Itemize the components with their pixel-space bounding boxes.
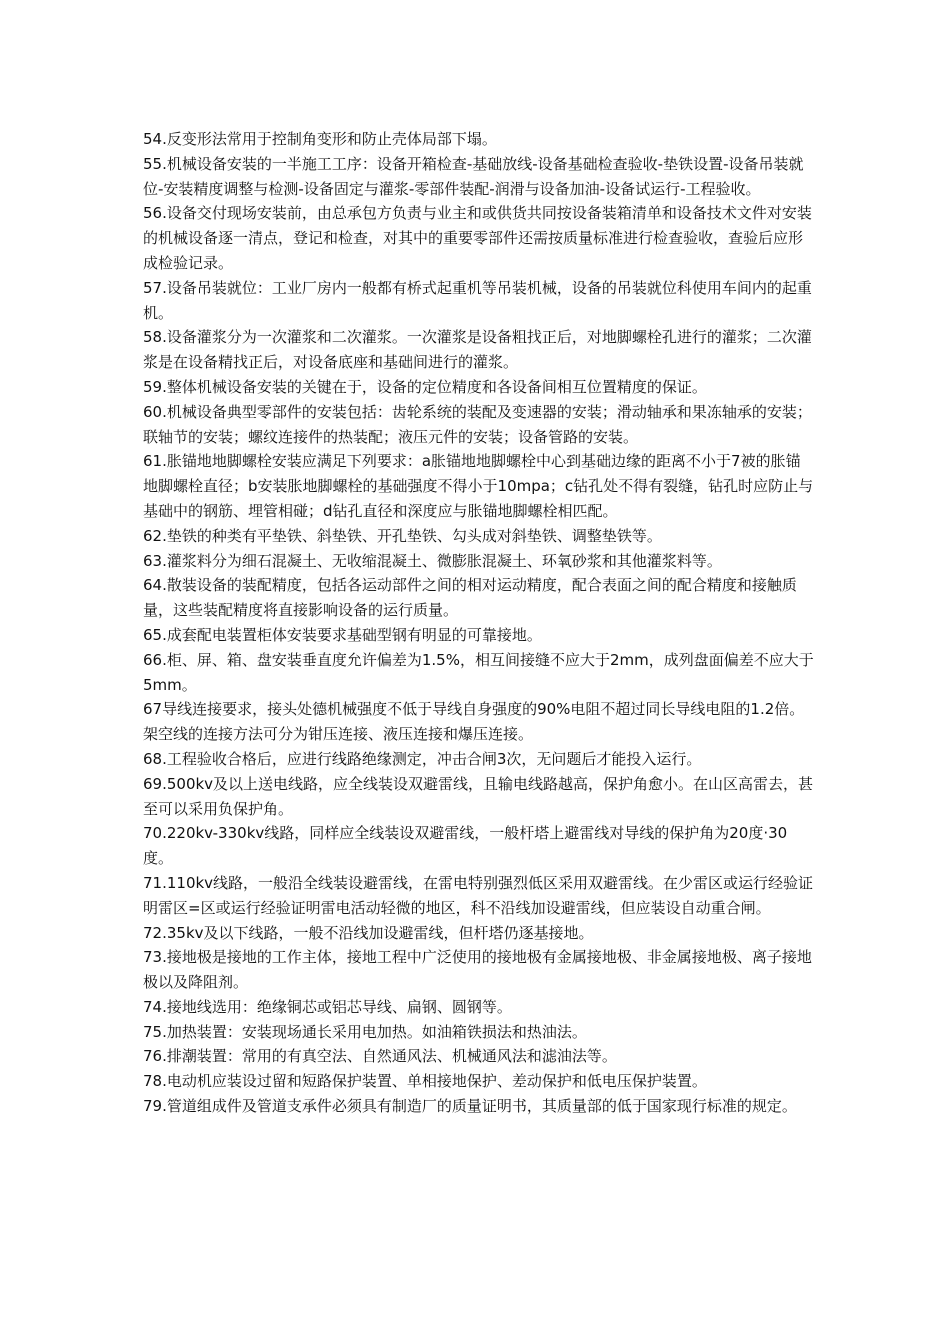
paragraph-70: 70.220kv-330kv线路，同样应全线装设双避雷线，一般杆塔上避雷线对导线的保护角为20度·30度。 [143,824,788,868]
paragraph-76: 76.排潮装置：常用的有真空法、自然通风法、机械通风法和滤油法等。 [143,1047,617,1066]
paragraph-54: 54.反变形法常用于控制角变形和防止壳体局部下塌。 [143,130,497,148]
paragraph-66: 66.柜、屏、箱、盘安装垂直度允许偏差为1.5%，相互间接缝不应大于2mm，成列盘面偏差不应大于5mm。 [143,650,814,694]
document-body [143,127,815,1119]
paragraph-55: 55.机械设备安装的一半施工工序：设备开箱检查-基础放线-设备基础检查验收-垫铁设置-设备吊装就位-安装精度调整与检测-设备固定与灌浆-零部件装配-润滑与设备加油-设备试运行-工程验收。 [143,154,804,198]
paragraph-72: 72.35kv及以下线路，一般不沿线加设避雷线，但杆塔仍逐基接地。 [143,923,594,942]
paragraph-63: 63.灌浆料分为细石混凝土、无收缩混凝土、微膨胀混凝土、环氧砂浆和其他灌浆料等。 [143,551,722,570]
paragraph-62: 62.垫铁的种类有平垫铁、斜垫铁、开孔垫铁、勾头成对斜垫铁、调整垫铁等。 [143,526,662,545]
paragraph-78: 78.电动机应装设过留和短路保护装置、单相接地保护、差动保护和低电压保护装置。 [143,1072,707,1091]
paragraph-65: 65.成套配电装置柜体安装要求基础型钢有明显的可靠接地。 [143,625,542,644]
paragraph-60: 60.机械设备典型零部件的安装包括：齿轮系统的装配及变速器的安装；滑动轴承和果冻轴承的安装；联轴节的安装；螺纹连接件的热装配；液压元件的安装；设备管路的安装。 [143,402,812,446]
paragraph-79: 79.管道组成件及管道支承件必须具有制造厂的质量证明书，其质量部的低于国家现行标准的规定。 [143,1097,797,1116]
paragraph-69: 69.500kv及以上送电线路，应全线装设双避雷线，且输电线路越高，保护角愈小。在山区高雷去，甚至可以采用负保护角。 [143,774,814,818]
paragraph-74: 74.接地线选用：绝缘铜芯或铝芯导线、扁钢、圆钢等。 [143,997,512,1016]
paragraph-56: 56.设备交付现场安装前，由总承包方负责与业主和或供货共同按设备装箱清单和设备技术文件对安装的机械设备逐一清点，登记和检查，对其中的重要零部件还需按质量标准进行检查验收，查验后应形成检验记录。 [143,204,812,272]
paragraph-71: 71.110kv线路，一般沿全线装设避雷线，在雷电特别强烈低区采用双避雷线。在少雷区或运行经验证明雷区=区或运行经验证明雷电活动轻微的地区，科不沿线加设避雷线，但应装设自动重合闸。 [143,873,814,917]
paragraph-61: 61.胀锚地地脚螺栓安装应满足下列要求：a胀锚地地脚螺栓中心到基础边缘的距离不小于7被的胀锚地脚螺栓直径；b安装胀地脚螺栓的基础强度不得小于10mpa；c钻孔处不得有裂缝，钻孔时应防止与基础中的钢筋、埋管相碰；d钻孔直径和深度应与胀锚地脚螺栓相匹配。 [143,452,814,520]
paragraph-58: 58.设备灌浆分为一次灌浆和二次灌浆。一次灌浆是设备粗找正后，对地脚螺栓孔进行的灌浆；二次灌浆是在设备精找正后，对设备底座和基础间进行的灌浆。 [143,328,812,372]
paragraph-75: 75.加热装置：安装现场通长采用电加热。如油箱铁损法和热油法。 [143,1022,587,1041]
paragraph-68: 68.工程验收合格后，应进行线路绝缘测定，冲击合闸3次，无问题后才能投入运行。 [143,749,702,768]
paragraph-64: 64.散装设备的装配精度，包括各运动部件之间的相对运动精度，配合表面之间的配合精度和接触质量，这些装配精度将直接影响设备的运行质量。 [143,576,797,620]
paragraph-67: 67导线连接要求，接头处德机械强度不低于导线自身强度的90%电阻不超过同长导线电阻的1.2倍。架空线的连接方法可分为钳压连接、液压连接和爆压连接。 [143,700,805,744]
paragraph-57: 57.设备吊装就位：工业厂房内一般都有桥式起重机等吊装机械，设备的吊装就位科使用车间内的起重机。 [143,278,812,322]
paragraph-73: 73.接地极是接地的工作主体，接地工程中广泛使用的接地极有金属接地极、非金属接地极、离子接地极以及降阻剂。 [143,948,812,992]
paragraph-59: 59.整体机械设备安装的关键在于，设备的定位精度和各设备间相互位置精度的保证。 [143,377,707,396]
